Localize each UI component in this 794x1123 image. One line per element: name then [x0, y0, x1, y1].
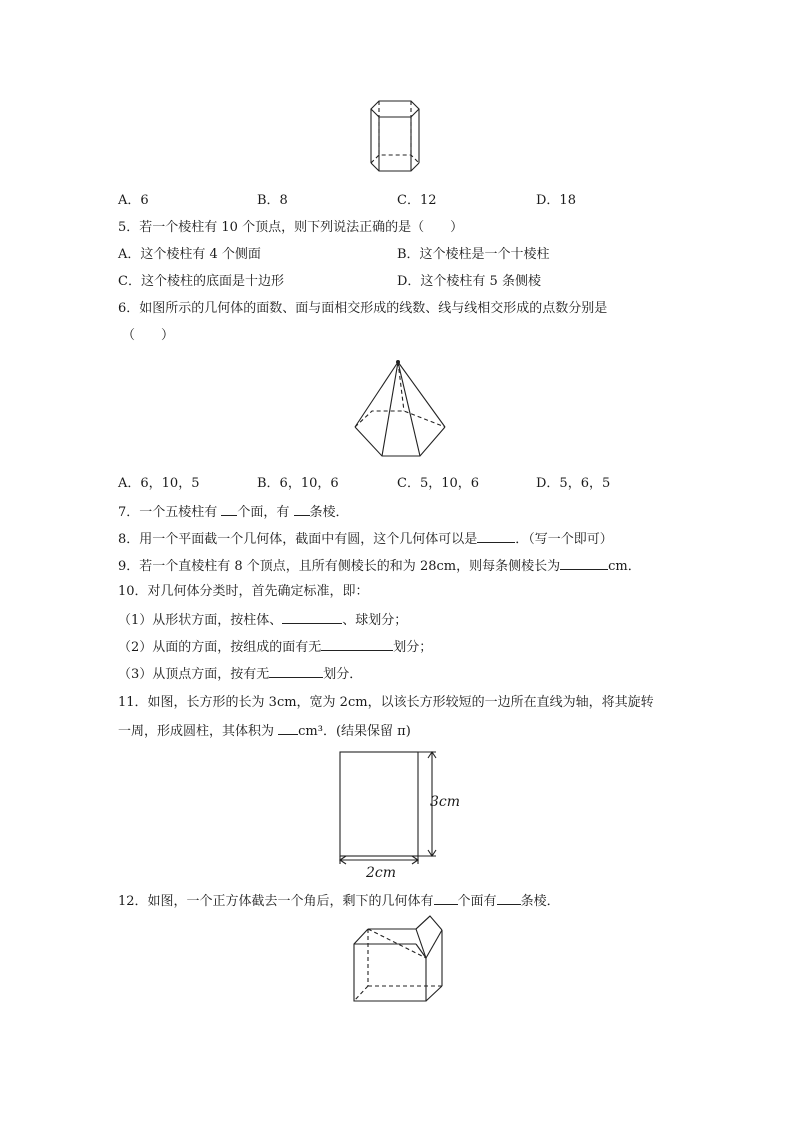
- q7-faces-blank[interactable]: [221, 502, 237, 516]
- q6-option-a: A．6，10，5: [118, 476, 200, 491]
- q12-edges-blank[interactable]: [497, 891, 521, 905]
- q11-line-2: 一周，形成圆柱，其体积为 cm³．(结果保留 π): [118, 721, 411, 741]
- q12: 12．如图，一个正方体截去一个角后，剩下的几何体有 个面有 条棱．: [118, 891, 560, 911]
- q7: 7．一个五棱柱有 个面，有 条棱．: [118, 502, 349, 522]
- q10-line-1: （1）从形状方面，按柱体、 、球划分；: [118, 610, 407, 630]
- q4-option-c: C．12: [397, 193, 437, 208]
- q5-option-a: A．这个棱柱有 4 个侧面: [118, 247, 261, 262]
- q8-answer-blank[interactable]: [477, 529, 515, 543]
- truncated-cube-figure: [350, 913, 446, 1005]
- q4-option-a: A．6: [118, 193, 149, 208]
- q12-faces-blank[interactable]: [434, 891, 458, 905]
- q5-stem: 5．若一个棱柱有 10 个顶点，则下列说法正确的是（ ）: [118, 220, 464, 235]
- q5-option-b: B．这个棱柱是一个十棱柱: [397, 247, 550, 262]
- q6-option-d: D．5，6，5: [536, 476, 611, 491]
- q6-option-b: B．6，10，6: [257, 476, 339, 491]
- q6-stem: 6．如图所示的几何体的面数、面与面相交形成的线数、线与线相交形成的点数分别是: [118, 301, 608, 316]
- q9-answer-blank[interactable]: [560, 556, 608, 570]
- q10-shape-blank[interactable]: [282, 610, 342, 624]
- pentagonal-pyramid-figure: [352, 358, 448, 460]
- q9: 9．若一个直棱柱有 8 个顶点，且所有侧棱长的和为 28cm，则每条侧棱长为 cm．: [118, 556, 641, 576]
- q6-paren: （ ）: [122, 328, 175, 343]
- q11-volume-blank[interactable]: [278, 721, 298, 735]
- q5-option-d: D．这个棱柱有 5 条侧棱: [397, 274, 541, 289]
- q10-line-3: （3）从顶点方面，按有无 划分．: [118, 664, 362, 684]
- q4-option-d: D．18: [536, 193, 576, 208]
- hexagonal-prism-figure: [365, 95, 425, 185]
- q10-stem: 10．对几何体分类时，首先确定标准，即：: [118, 584, 369, 599]
- width-label: 2cm: [366, 865, 397, 881]
- q10-vertex-blank[interactable]: [269, 664, 323, 678]
- q6-option-c: C．5，10，6: [397, 476, 480, 491]
- rectangle-figure: [330, 746, 470, 882]
- q5-option-c: C．这个棱柱的底面是十边形: [118, 274, 284, 289]
- q11-line-1: 11．如图，长方形的长为 3cm，宽为 2cm，以该长方形较短的一边所在直线为轴，将其旋转: [118, 695, 654, 710]
- height-label: 3cm: [430, 794, 461, 810]
- q10-face-blank[interactable]: [321, 637, 393, 651]
- q10-line-2: （2）从面的方面，按组成的面有无 划分；: [118, 637, 432, 657]
- q8: 8．用一个平面截一个几何体，截面中有圆，这个几何体可以是 ．（写一个即可）: [118, 529, 613, 549]
- q7-edges-blank[interactable]: [294, 502, 310, 516]
- q4-option-b: B．8: [257, 193, 288, 208]
